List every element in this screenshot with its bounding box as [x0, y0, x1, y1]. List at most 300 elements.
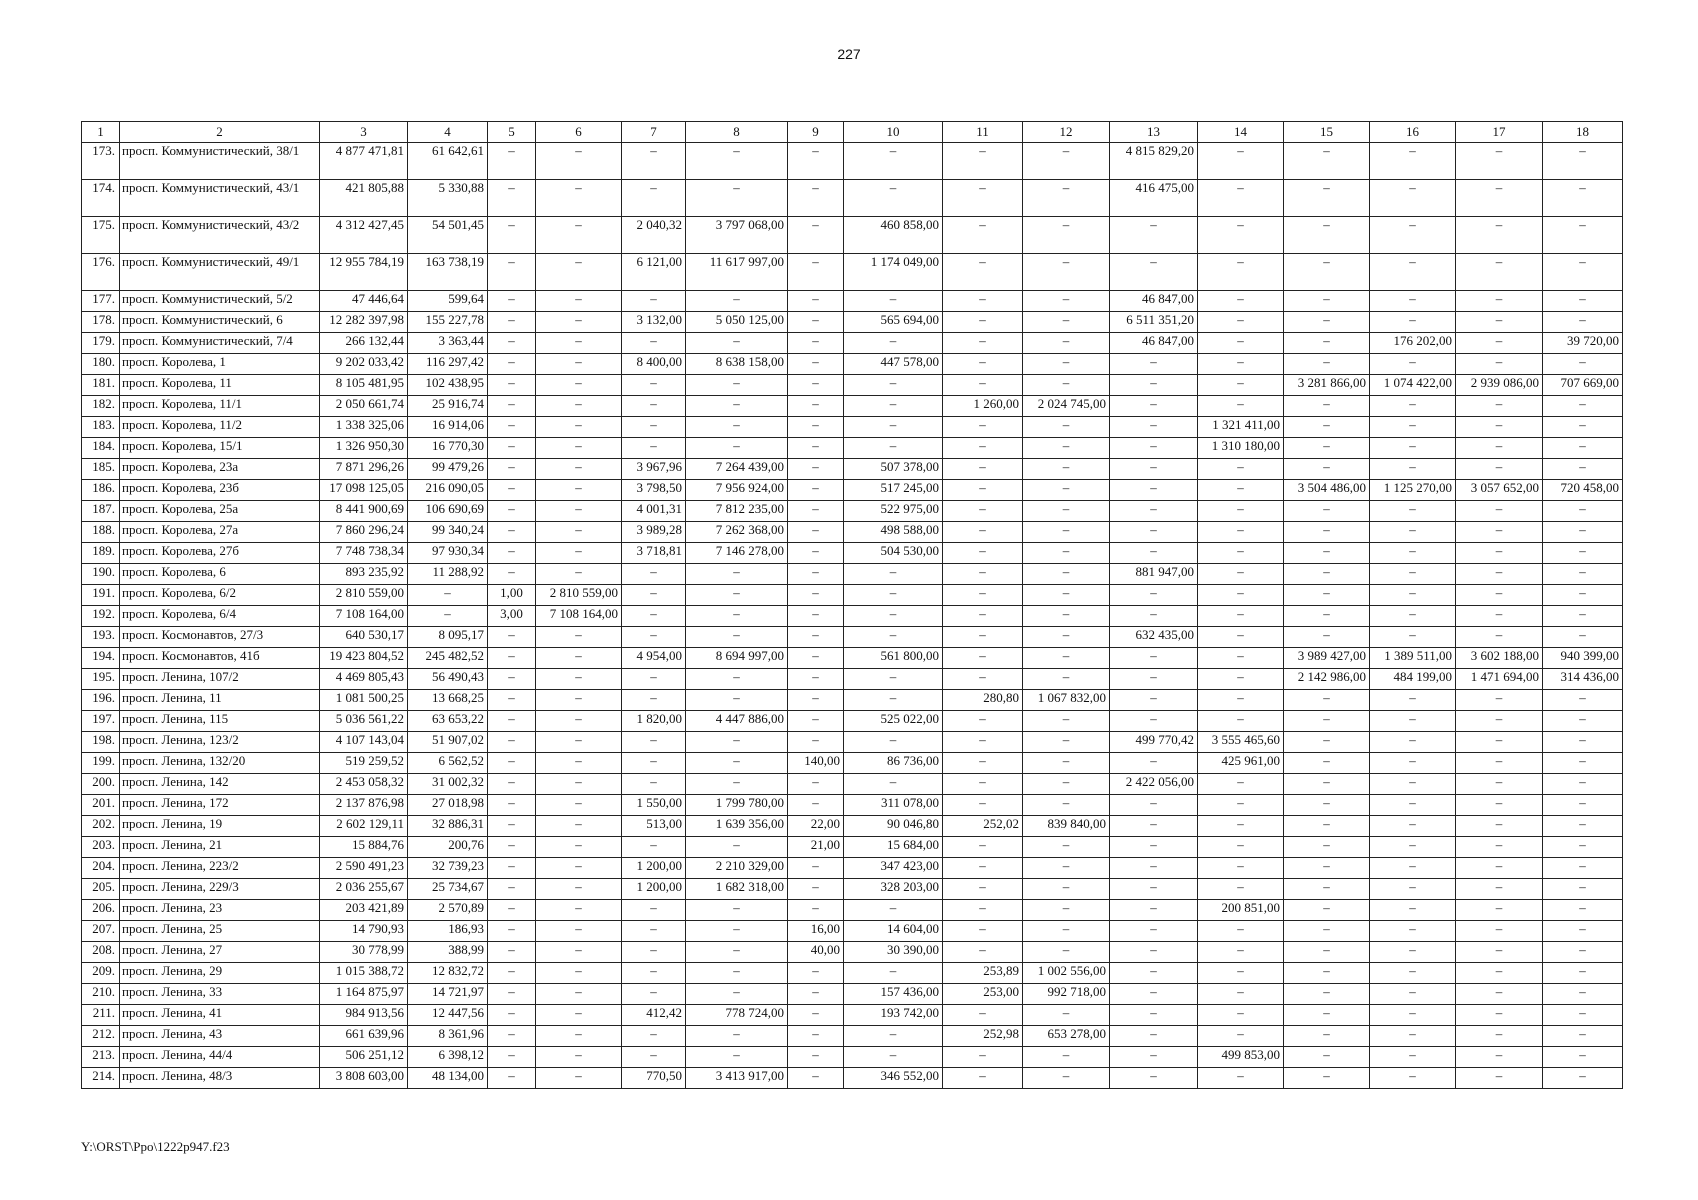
value-cell: – — [1023, 627, 1110, 648]
value-cell: 640 530,17 — [320, 627, 408, 648]
value-cell: – — [536, 501, 622, 522]
value-cell: 200,76 — [408, 837, 488, 858]
value-cell: – — [1456, 438, 1543, 459]
value-cell: – — [1110, 963, 1198, 984]
value-cell: – — [1284, 180, 1370, 217]
value-cell: – — [1370, 501, 1456, 522]
value-cell: – — [488, 648, 536, 669]
value-cell: – — [788, 669, 844, 690]
value-cell: 252,02 — [943, 816, 1023, 837]
value-cell: – — [1456, 984, 1543, 1005]
value-cell: – — [536, 669, 622, 690]
value-cell: – — [1456, 312, 1543, 333]
value-cell: – — [536, 143, 622, 180]
address-cell: просп. Королева, 6 — [120, 564, 320, 585]
value-cell: 6 121,00 — [622, 254, 686, 291]
value-cell: 7 956 924,00 — [686, 480, 788, 501]
row-number: 203. — [82, 837, 120, 858]
value-cell: – — [622, 333, 686, 354]
value-cell: – — [622, 942, 686, 963]
value-cell: – — [1543, 1068, 1623, 1089]
value-cell: 22,00 — [788, 816, 844, 837]
value-cell: – — [1543, 585, 1623, 606]
value-cell: – — [1023, 217, 1110, 254]
value-cell: – — [1110, 1005, 1198, 1026]
table-row — [82, 774, 1623, 795]
value-cell: 519 259,52 — [320, 753, 408, 774]
value-cell: 16,00 — [788, 921, 844, 942]
value-cell: 4 877 471,81 — [320, 143, 408, 180]
value-cell: – — [788, 648, 844, 669]
value-cell: – — [622, 690, 686, 711]
value-cell: – — [1370, 217, 1456, 254]
value-cell: – — [536, 217, 622, 254]
value-cell: – — [1370, 312, 1456, 333]
value-cell: – — [536, 543, 622, 564]
value-cell: – — [1456, 459, 1543, 480]
row-number: 210. — [82, 984, 120, 1005]
row-number: 192. — [82, 606, 120, 627]
value-cell: 3 281 866,00 — [1284, 375, 1370, 396]
value-cell: – — [1543, 1026, 1623, 1047]
value-cell: – — [488, 417, 536, 438]
value-cell: – — [788, 585, 844, 606]
value-cell: 1 164 875,97 — [320, 984, 408, 1005]
value-cell: – — [1543, 501, 1623, 522]
row-number: 186. — [82, 480, 120, 501]
value-cell: – — [1543, 1005, 1623, 1026]
value-cell: 4 469 805,43 — [320, 669, 408, 690]
value-cell: – — [1543, 816, 1623, 837]
value-cell: – — [1456, 254, 1543, 291]
value-cell: – — [1543, 180, 1623, 217]
value-cell: 499 853,00 — [1198, 1047, 1284, 1068]
address-cell: просп. Королева, 6/2 — [120, 585, 320, 606]
value-cell: 2 422 056,00 — [1110, 774, 1198, 795]
value-cell: – — [686, 837, 788, 858]
value-cell: 163 738,19 — [408, 254, 488, 291]
value-cell: 311 078,00 — [844, 795, 943, 816]
value-cell: – — [488, 143, 536, 180]
address-cell: просп. Ленина, 19 — [120, 816, 320, 837]
value-cell: – — [1456, 900, 1543, 921]
value-cell: – — [1198, 963, 1284, 984]
address-cell: просп. Королева, 27а — [120, 522, 320, 543]
row-number: 212. — [82, 1026, 120, 1047]
value-cell: – — [408, 606, 488, 627]
value-cell: – — [536, 816, 622, 837]
value-cell: – — [1543, 711, 1623, 732]
value-cell: – — [408, 585, 488, 606]
value-cell: 8 095,17 — [408, 627, 488, 648]
value-cell: – — [1198, 522, 1284, 543]
value-cell: – — [943, 1005, 1023, 1026]
value-cell: 561 800,00 — [844, 648, 943, 669]
value-cell: 102 438,95 — [408, 375, 488, 396]
value-cell: – — [1023, 564, 1110, 585]
value-cell: – — [788, 1005, 844, 1026]
table-row — [82, 312, 1623, 333]
value-cell: 484 199,00 — [1370, 669, 1456, 690]
column-header: 7 — [622, 122, 686, 143]
value-cell: – — [1110, 900, 1198, 921]
value-cell: – — [1456, 837, 1543, 858]
value-cell: – — [1284, 585, 1370, 606]
value-cell: – — [1370, 543, 1456, 564]
value-cell: – — [536, 180, 622, 217]
value-cell: – — [943, 942, 1023, 963]
table-row — [82, 963, 1623, 984]
value-cell: 15 684,00 — [844, 837, 943, 858]
address-cell: просп. Ленина, 41 — [120, 1005, 320, 1026]
value-cell: – — [1456, 333, 1543, 354]
column-header: 12 — [1023, 122, 1110, 143]
value-cell: – — [1370, 522, 1456, 543]
value-cell: – — [622, 627, 686, 648]
value-cell: – — [1370, 585, 1456, 606]
value-cell: 2 590 491,23 — [320, 858, 408, 879]
table-row — [82, 900, 1623, 921]
value-cell: – — [1198, 1068, 1284, 1089]
value-cell: – — [488, 690, 536, 711]
value-cell: – — [844, 669, 943, 690]
value-cell: – — [1198, 585, 1284, 606]
value-cell: 27 018,98 — [408, 795, 488, 816]
value-cell: – — [943, 627, 1023, 648]
table-row — [82, 501, 1623, 522]
value-cell: – — [1110, 1047, 1198, 1068]
row-number: 184. — [82, 438, 120, 459]
value-cell: – — [1023, 354, 1110, 375]
value-cell: – — [844, 1047, 943, 1068]
value-cell: – — [1370, 417, 1456, 438]
value-cell: 5 330,88 — [408, 180, 488, 217]
value-cell: – — [1198, 1026, 1284, 1047]
value-cell: – — [686, 774, 788, 795]
value-cell: – — [1370, 564, 1456, 585]
value-cell: – — [1198, 795, 1284, 816]
value-cell: 1 471 694,00 — [1456, 669, 1543, 690]
value-cell: 2 040,32 — [622, 217, 686, 254]
value-cell: – — [488, 312, 536, 333]
value-cell: – — [1456, 417, 1543, 438]
value-cell: 99 479,26 — [408, 459, 488, 480]
value-cell: – — [536, 522, 622, 543]
value-cell: – — [788, 690, 844, 711]
value-cell: – — [536, 879, 622, 900]
value-cell: 3 989 427,00 — [1284, 648, 1370, 669]
row-number: 178. — [82, 312, 120, 333]
value-cell: 778 724,00 — [686, 1005, 788, 1026]
value-cell: 30 390,00 — [844, 942, 943, 963]
value-cell: 3 718,81 — [622, 543, 686, 564]
table-row — [82, 375, 1623, 396]
value-cell: 3 132,00 — [622, 312, 686, 333]
value-cell: 632 435,00 — [1110, 627, 1198, 648]
value-cell: – — [943, 858, 1023, 879]
value-cell: 3 989,28 — [622, 522, 686, 543]
value-cell: – — [1023, 837, 1110, 858]
value-cell: 2 939 086,00 — [1456, 375, 1543, 396]
row-number: 196. — [82, 690, 120, 711]
column-header: 5 — [488, 122, 536, 143]
column-header: 1 — [82, 122, 120, 143]
value-cell: 1 682 318,00 — [686, 879, 788, 900]
table-row — [82, 585, 1623, 606]
value-cell: – — [1370, 984, 1456, 1005]
value-cell: – — [488, 942, 536, 963]
value-cell: – — [1023, 648, 1110, 669]
value-cell: – — [1543, 438, 1623, 459]
value-cell: – — [788, 459, 844, 480]
value-cell: – — [1543, 564, 1623, 585]
value-cell: – — [1023, 375, 1110, 396]
value-cell: 99 340,24 — [408, 522, 488, 543]
address-cell: просп. Ленина, 29 — [120, 963, 320, 984]
value-cell: – — [1456, 1005, 1543, 1026]
value-cell: – — [788, 963, 844, 984]
value-cell: – — [488, 217, 536, 254]
value-cell: 2 810 559,00 — [320, 585, 408, 606]
value-cell: – — [1284, 816, 1370, 837]
table-row — [82, 396, 1623, 417]
value-cell: – — [488, 795, 536, 816]
value-cell: – — [788, 480, 844, 501]
value-cell: – — [943, 564, 1023, 585]
value-cell: – — [536, 732, 622, 753]
value-cell: – — [844, 396, 943, 417]
value-cell: – — [788, 879, 844, 900]
value-cell: – — [1284, 753, 1370, 774]
value-cell: – — [622, 291, 686, 312]
value-cell: 14 604,00 — [844, 921, 943, 942]
value-cell: 12 447,56 — [408, 1005, 488, 1026]
address-cell: просп. Королева, 23б — [120, 480, 320, 501]
value-cell: 388,99 — [408, 942, 488, 963]
value-cell: – — [1543, 354, 1623, 375]
value-cell: 8 361,96 — [408, 1026, 488, 1047]
column-header: 17 — [1456, 122, 1543, 143]
value-cell: 40,00 — [788, 942, 844, 963]
value-cell: 1 639 356,00 — [686, 816, 788, 837]
value-cell: – — [1370, 879, 1456, 900]
value-cell: 7 748 738,34 — [320, 543, 408, 564]
value-cell: – — [488, 732, 536, 753]
value-cell: – — [1110, 648, 1198, 669]
value-cell: 460 858,00 — [844, 217, 943, 254]
table-row — [82, 1005, 1623, 1026]
value-cell: 253,00 — [943, 984, 1023, 1005]
value-cell: – — [1198, 501, 1284, 522]
value-cell: – — [788, 143, 844, 180]
value-cell: 1 067 832,00 — [1023, 690, 1110, 711]
value-cell: 1 550,00 — [622, 795, 686, 816]
value-cell: 63 653,22 — [408, 711, 488, 732]
value-cell: – — [1110, 879, 1198, 900]
value-cell: – — [488, 879, 536, 900]
value-cell: – — [788, 522, 844, 543]
value-cell: – — [686, 1047, 788, 1068]
value-cell: – — [943, 312, 1023, 333]
column-header: 14 — [1198, 122, 1284, 143]
value-cell: – — [943, 459, 1023, 480]
value-cell: – — [1370, 291, 1456, 312]
value-cell: 1 125 270,00 — [1370, 480, 1456, 501]
address-cell: просп. Королева, 11 — [120, 375, 320, 396]
value-cell: – — [622, 1026, 686, 1047]
value-cell: – — [1023, 942, 1110, 963]
table-row — [82, 753, 1623, 774]
row-number: 174. — [82, 180, 120, 217]
value-cell: – — [622, 396, 686, 417]
value-cell: – — [1198, 254, 1284, 291]
value-cell: – — [1198, 690, 1284, 711]
value-cell: – — [488, 669, 536, 690]
value-cell: 155 227,78 — [408, 312, 488, 333]
value-cell: – — [1456, 711, 1543, 732]
value-cell: 3 602 188,00 — [1456, 648, 1543, 669]
value-cell: – — [943, 585, 1023, 606]
value-cell: 140,00 — [788, 753, 844, 774]
value-cell: – — [1284, 564, 1370, 585]
value-cell: – — [1456, 396, 1543, 417]
value-cell: – — [1543, 900, 1623, 921]
address-cell: просп. Ленина, 229/3 — [120, 879, 320, 900]
value-cell: – — [536, 648, 622, 669]
address-cell: просп. Ленина, 48/3 — [120, 1068, 320, 1089]
value-cell: 7 812 235,00 — [686, 501, 788, 522]
value-cell: – — [488, 1047, 536, 1068]
value-cell: – — [788, 417, 844, 438]
value-cell: – — [1023, 438, 1110, 459]
table-row — [82, 143, 1623, 180]
value-cell: – — [788, 774, 844, 795]
value-cell: – — [788, 217, 844, 254]
value-cell: – — [1198, 858, 1284, 879]
value-cell: – — [1543, 627, 1623, 648]
address-cell: просп. Ленина, 123/2 — [120, 732, 320, 753]
value-cell: – — [943, 795, 1023, 816]
column-header: 15 — [1284, 122, 1370, 143]
value-cell: – — [844, 564, 943, 585]
value-cell: – — [788, 1026, 844, 1047]
table-row — [82, 564, 1623, 585]
row-number: 201. — [82, 795, 120, 816]
value-cell: – — [536, 564, 622, 585]
table-body — [82, 143, 1623, 1089]
row-number: 182. — [82, 396, 120, 417]
value-cell: – — [488, 543, 536, 564]
value-cell: 16 914,06 — [408, 417, 488, 438]
value-cell: 346 552,00 — [844, 1068, 943, 1089]
value-cell: – — [622, 753, 686, 774]
value-cell: – — [1543, 1047, 1623, 1068]
address-cell: просп. Коммунистический, 6 — [120, 312, 320, 333]
table-row — [82, 627, 1623, 648]
value-cell: 447 578,00 — [844, 354, 943, 375]
value-cell: 157 436,00 — [844, 984, 943, 1005]
value-cell: – — [1543, 942, 1623, 963]
table-row — [82, 480, 1623, 501]
address-cell: просп. Космонавтов, 41б — [120, 648, 320, 669]
value-cell: – — [1543, 543, 1623, 564]
value-cell: 15 884,76 — [320, 837, 408, 858]
value-cell: 21,00 — [788, 837, 844, 858]
value-cell: – — [1110, 254, 1198, 291]
value-cell: – — [1198, 480, 1284, 501]
value-cell: – — [844, 732, 943, 753]
value-cell: 2 050 661,74 — [320, 396, 408, 417]
value-cell: – — [488, 711, 536, 732]
value-cell: – — [686, 900, 788, 921]
value-cell: 51 907,02 — [408, 732, 488, 753]
value-cell: – — [1284, 291, 1370, 312]
table-row — [82, 648, 1623, 669]
value-cell: – — [536, 921, 622, 942]
address-cell: просп. Коммунистический, 43/1 — [120, 180, 320, 217]
value-cell: 984 913,56 — [320, 1005, 408, 1026]
value-cell: – — [943, 291, 1023, 312]
value-cell: – — [1456, 858, 1543, 879]
value-cell: – — [844, 1026, 943, 1047]
address-cell: просп. Королева, 25а — [120, 501, 320, 522]
value-cell: – — [1284, 627, 1370, 648]
value-cell: – — [1543, 217, 1623, 254]
address-cell: просп. Королева, 6/4 — [120, 606, 320, 627]
value-cell: 1 820,00 — [622, 711, 686, 732]
value-cell: – — [1543, 732, 1623, 753]
value-cell: – — [844, 180, 943, 217]
value-cell: – — [1110, 396, 1198, 417]
value-cell: 3 798,50 — [622, 480, 686, 501]
value-cell: – — [1456, 795, 1543, 816]
value-cell: – — [686, 180, 788, 217]
table-row — [82, 921, 1623, 942]
value-cell: – — [622, 1047, 686, 1068]
value-cell: – — [536, 627, 622, 648]
address-cell: просп. Коммунистический, 7/4 — [120, 333, 320, 354]
row-number: 194. — [82, 648, 120, 669]
value-cell: – — [488, 291, 536, 312]
table-row — [82, 354, 1623, 375]
row-number: 193. — [82, 627, 120, 648]
value-cell: – — [536, 291, 622, 312]
column-header: 2 — [120, 122, 320, 143]
value-cell: 1 081 500,25 — [320, 690, 408, 711]
value-cell: 203 421,89 — [320, 900, 408, 921]
value-cell: 940 399,00 — [1543, 648, 1623, 669]
value-cell: – — [488, 774, 536, 795]
value-cell: – — [1023, 254, 1110, 291]
value-cell: 46 847,00 — [1110, 291, 1198, 312]
value-cell: – — [622, 732, 686, 753]
value-cell: 11 288,92 — [408, 564, 488, 585]
value-cell: – — [622, 774, 686, 795]
value-cell: – — [1370, 921, 1456, 942]
value-cell: – — [788, 627, 844, 648]
value-cell: – — [1543, 291, 1623, 312]
value-cell: 1 174 049,00 — [844, 254, 943, 291]
value-cell: – — [488, 900, 536, 921]
column-header: 18 — [1543, 122, 1623, 143]
value-cell: – — [536, 1047, 622, 1068]
value-cell: – — [844, 774, 943, 795]
value-cell: – — [1198, 627, 1284, 648]
value-cell: – — [1456, 543, 1543, 564]
value-cell: – — [788, 900, 844, 921]
value-cell: – — [488, 564, 536, 585]
table-row — [82, 942, 1623, 963]
